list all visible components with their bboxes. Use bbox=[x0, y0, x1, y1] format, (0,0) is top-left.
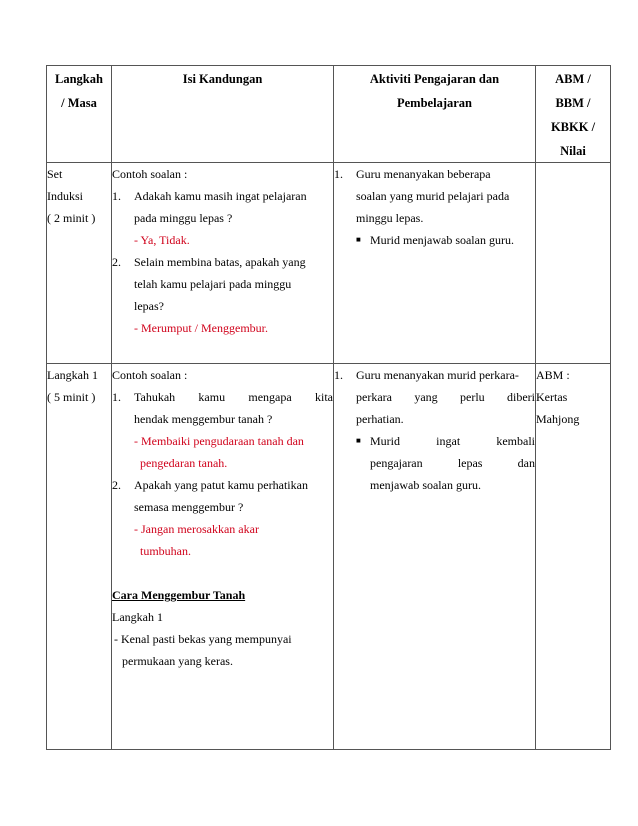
content-intro: Contoh soalan : bbox=[112, 368, 188, 382]
question-number: 1. bbox=[112, 390, 121, 404]
bullet-text: Murid menjawab soalan guru. bbox=[370, 233, 514, 247]
header-abm-line1: ABM / bbox=[555, 72, 591, 86]
abm-cell bbox=[536, 364, 611, 750]
activity-item bbox=[334, 163, 535, 251]
activity-text: Guru menanyakan murid perkara- bbox=[356, 368, 519, 382]
header-abm-line4: Nilai bbox=[560, 144, 586, 158]
question-number: 1. bbox=[112, 189, 121, 203]
header-row bbox=[47, 66, 611, 163]
activity-text: minggu lepas. bbox=[356, 211, 424, 225]
question-text: telah kamu pelajari pada minggu bbox=[134, 277, 292, 291]
activity-text: Guru menanyakan beberapa bbox=[356, 167, 491, 181]
step-label: Langkah 1 bbox=[47, 368, 98, 382]
header-isi-line1: Isi Kandungan bbox=[182, 72, 263, 86]
question-text: Adakah kamu masih ingat pelajaran bbox=[134, 189, 307, 203]
content-intro: Contoh soalan : bbox=[112, 167, 188, 181]
header-aktiviti-line1: Aktiviti Pengajaran dan bbox=[369, 72, 500, 86]
question-item bbox=[112, 185, 333, 251]
question-text: lepas? bbox=[134, 299, 164, 313]
answer-text: - Membaiki pengudaraan tanah dan bbox=[134, 434, 304, 448]
procedure-step-text: - Kenal pasti bekas yang mempunyai bbox=[114, 632, 292, 646]
question-text: Apakah yang patut kamu perhatikan bbox=[134, 478, 308, 492]
activity-item bbox=[334, 364, 535, 496]
question-item bbox=[112, 386, 333, 474]
bullet-item bbox=[356, 430, 535, 496]
answer-text: - Merumput / Menggembur. bbox=[134, 321, 268, 335]
section-title: Cara Menggembur Tanah bbox=[112, 588, 246, 602]
activity-cell bbox=[334, 364, 536, 750]
header-langkah-line2: / Masa bbox=[61, 96, 97, 110]
step-label: Induksi bbox=[47, 189, 83, 203]
answer-text: pengedaran tanah. bbox=[140, 456, 228, 470]
table-row bbox=[47, 163, 611, 364]
bullet-text: pengajaran lepas dan bbox=[370, 456, 535, 470]
header-abm-line2: BBM / bbox=[555, 96, 591, 110]
abm-label: ABM : bbox=[536, 368, 570, 382]
abm-item: Kertas bbox=[536, 390, 568, 404]
question-text: pada minggu lepas ? bbox=[134, 211, 233, 225]
question-item bbox=[112, 251, 333, 339]
activity-text: soalan yang murid pelajari pada bbox=[356, 189, 510, 203]
question-text: hendak menggembur tanah ? bbox=[134, 412, 273, 426]
question-text: semasa menggembur ? bbox=[134, 500, 244, 514]
header-langkah bbox=[47, 66, 112, 163]
answer-text: - Jangan merosakkan akar bbox=[134, 522, 259, 536]
step-cell bbox=[47, 163, 112, 364]
answer-text: - Ya, Tidak. bbox=[134, 233, 190, 247]
bullet-item bbox=[356, 229, 535, 251]
step-cell bbox=[47, 364, 112, 750]
activity-number: 1. bbox=[334, 368, 343, 382]
header-aktiviti-line2: Pembelajaran bbox=[397, 96, 472, 110]
question-item bbox=[112, 474, 333, 562]
step-label: Set bbox=[47, 167, 63, 181]
bullet-text: menjawab soalan guru. bbox=[370, 478, 481, 492]
question-text: Tahukah kamu mengapa kita bbox=[134, 390, 333, 404]
content-cell bbox=[112, 364, 334, 750]
procedure-step-label: Langkah 1 bbox=[112, 610, 163, 624]
header-isi-kandungan bbox=[112, 66, 334, 163]
step-duration: ( 5 minit ) bbox=[47, 390, 96, 404]
table-row bbox=[47, 364, 611, 750]
lesson-plan-table bbox=[46, 65, 611, 750]
bullet-icon: ■ bbox=[356, 436, 361, 445]
activity-number: 1. bbox=[334, 167, 343, 181]
header-abm-line3: KBKK / bbox=[550, 120, 596, 134]
abm-item: Mahjong bbox=[536, 412, 580, 426]
activity-cell bbox=[334, 163, 536, 364]
activity-text: perkara yang perlu diberi bbox=[356, 390, 535, 404]
header-langkah-line1: Langkah bbox=[55, 72, 103, 86]
question-number: 2. bbox=[112, 478, 121, 492]
bullet-icon: ■ bbox=[356, 235, 361, 244]
activity-text: perhatian. bbox=[356, 412, 404, 426]
bullet-text: Murid ingat kembali bbox=[370, 434, 535, 448]
question-number: 2. bbox=[112, 255, 121, 269]
abm-cell bbox=[536, 163, 611, 364]
answer-text: tumbuhan. bbox=[140, 544, 191, 558]
header-aktiviti bbox=[334, 66, 536, 163]
content-cell bbox=[112, 163, 334, 364]
header-abm bbox=[536, 66, 611, 163]
procedure-step-text: permukaan yang keras. bbox=[122, 654, 233, 668]
step-duration: ( 2 minit ) bbox=[47, 211, 96, 225]
question-text: Selain membina batas, apakah yang bbox=[134, 255, 306, 269]
